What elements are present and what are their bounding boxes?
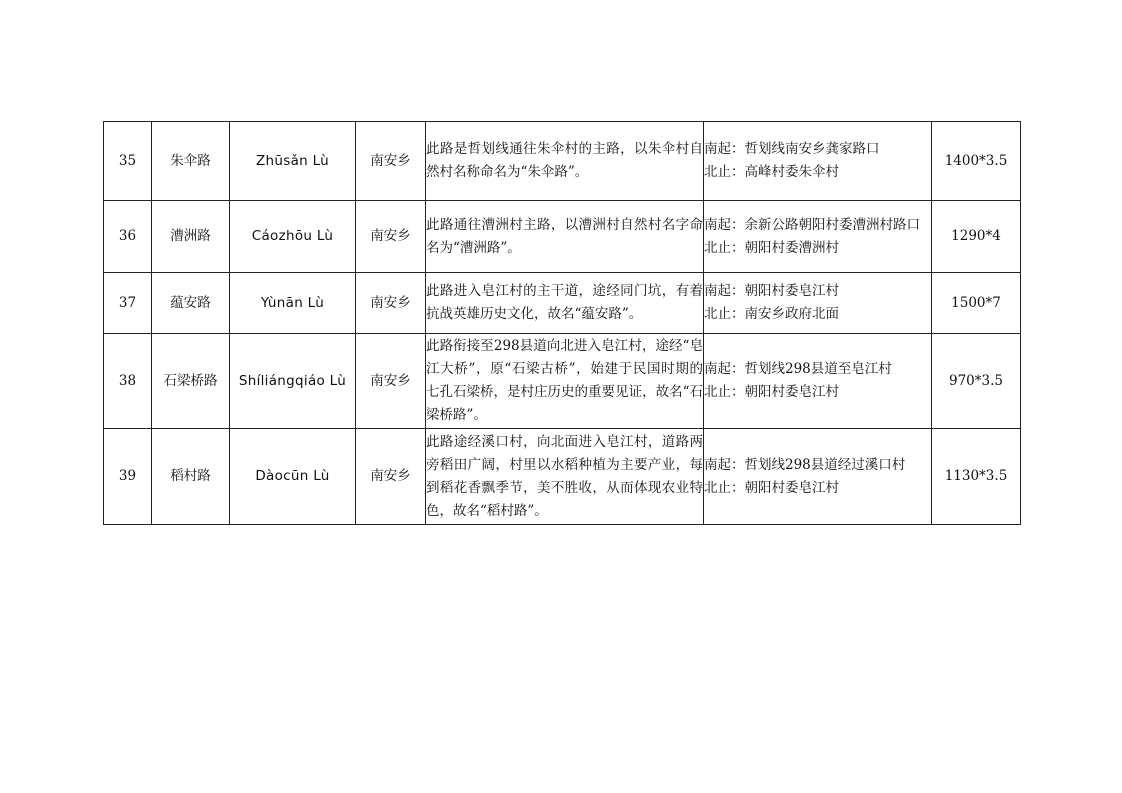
road-name: 漕洲路 — [152, 201, 230, 273]
road-description: 此路途经溪口村，向北面进入皂江村，道路两旁稻田广阔，村里以水稻种植为主要产业，每到稻花香飘季节，美不胜收，从而体现农业特色，故名“稻村路”。 — [426, 429, 704, 525]
road-start-end — [704, 273, 932, 334]
road-pinyin: Cáozhōu Lù — [230, 201, 356, 273]
road-size: 1130*3.5 — [932, 429, 1021, 525]
road-name: 朱伞路 — [152, 122, 230, 201]
road-end: 北止：高峰村委朱伞村 — [704, 164, 839, 180]
road-size: 970*3.5 — [932, 334, 1021, 429]
road-size: 1500*7 — [932, 273, 1021, 334]
row-number: 38 — [104, 334, 152, 429]
road-end: 北止：南安乡政府北面 — [704, 306, 839, 322]
road-start-end — [704, 429, 932, 525]
town-name: 南安乡 — [356, 122, 426, 201]
road-name: 蕴安路 — [152, 273, 230, 334]
road-start: 南起：哲划线298县道经过溪口村 — [704, 456, 906, 473]
road-end: 北止：朝阳村委漕洲村 — [704, 239, 839, 256]
road-start-end — [704, 334, 932, 429]
road-end: 北止：朝阳村委皂江村 — [704, 479, 839, 496]
road-size: 1400*3.5 — [932, 122, 1021, 201]
road-start: 南起：朝阳村委皂江村 — [704, 283, 839, 299]
road-start-end — [704, 122, 932, 201]
road-name: 石梁桥路 — [152, 334, 230, 429]
town-name: 南安乡 — [356, 334, 426, 429]
town-name: 南安乡 — [356, 429, 426, 525]
row-number: 39 — [104, 429, 152, 525]
row-number: 37 — [104, 273, 152, 334]
table-row — [104, 201, 1021, 273]
town-name: 南安乡 — [356, 273, 426, 334]
road-description: 此路通往漕洲村主路，以漕洲村自然村名字命名为“漕洲路”。 — [426, 201, 704, 273]
table-body — [104, 122, 1021, 525]
road-description: 此路进入皂江村的主干道，途经同门坑，有着抗战英雄历史文化，故名“蕴安路”。 — [426, 273, 704, 334]
road-pinyin: Dàocūn Lù — [230, 429, 356, 525]
road-name: 稻村路 — [152, 429, 230, 525]
road-naming-table — [103, 121, 1021, 525]
row-number: 35 — [104, 122, 152, 201]
table-row — [104, 273, 1021, 334]
road-end: 北止：朝阳村委皂江村 — [704, 384, 839, 400]
row-number: 36 — [104, 201, 152, 273]
road-description: 此路是哲划线通往朱伞村的主路，以朱伞村自然村名称命名为“朱伞路”。 — [426, 122, 704, 201]
road-start: 南起：哲划线南安乡龚家路口 — [704, 141, 880, 157]
road-pinyin: Shíliángqiáo Lù — [230, 334, 356, 429]
road-size: 1290*4 — [932, 201, 1021, 273]
road-start: 南起：哲划线298县道至皂江村 — [704, 361, 892, 377]
table-row — [104, 334, 1021, 429]
table-row — [104, 122, 1021, 201]
road-start-end — [704, 201, 932, 273]
town-name: 南安乡 — [356, 201, 426, 273]
road-description: 此路衔接至298县道向北进入皂江村，途经“皂江大桥”，原“石梁古桥”，始建于民国时期的七孔石梁桥，是村庄历史的重要见证，故名“石梁桥路”。 — [426, 334, 704, 429]
road-start: 南起：余新公路朝阳村委漕洲村路口 — [704, 216, 920, 233]
road-pinyin: Zhūsǎn Lù — [230, 122, 356, 201]
table-row — [104, 429, 1021, 525]
road-pinyin: Yùnān Lù — [230, 273, 356, 334]
